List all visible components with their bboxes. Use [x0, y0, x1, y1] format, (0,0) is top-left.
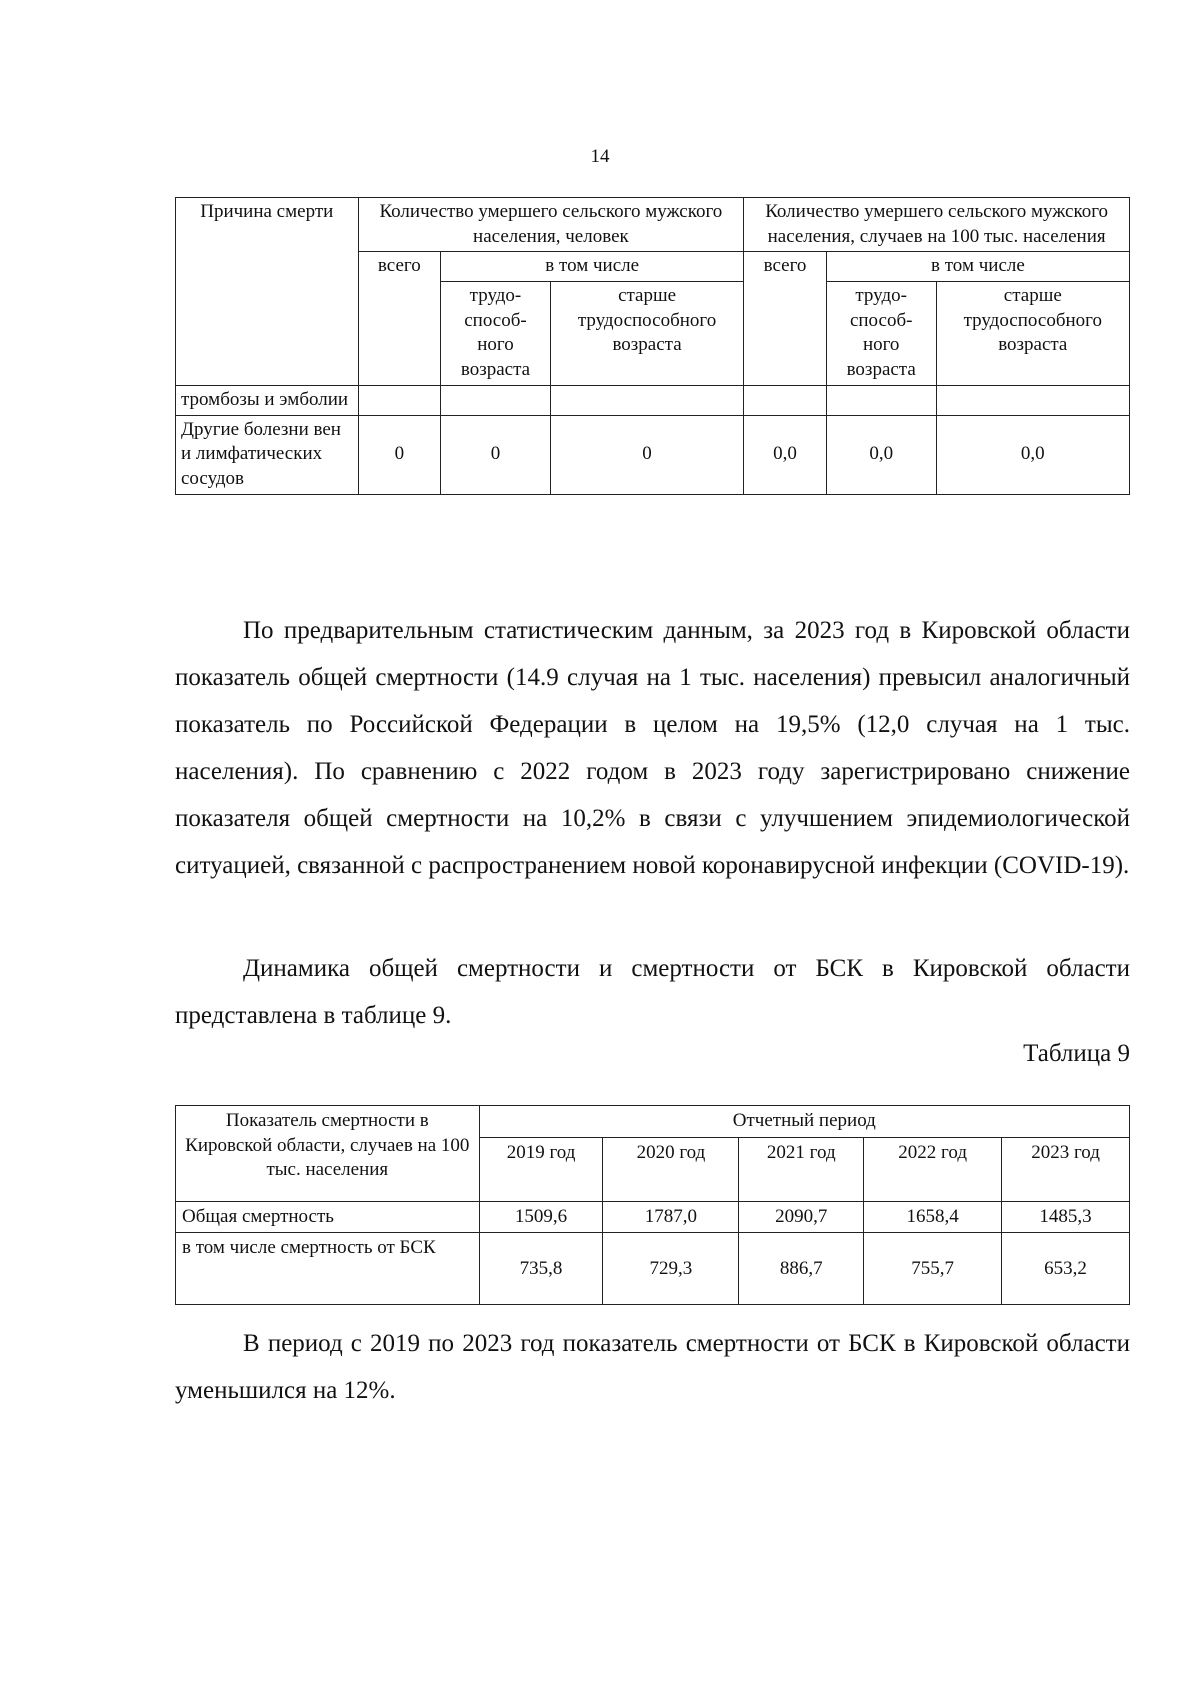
- table-cell: [826, 386, 936, 416]
- page-number: 14: [590, 146, 610, 167]
- header-rate-older: старше трудоспособного возраста: [936, 282, 1129, 386]
- header-cause: Причина смерти: [176, 198, 359, 386]
- paragraph-bsk-decrease: [175, 1320, 1130, 1414]
- table-cell: 0: [550, 415, 743, 494]
- header-rate-total: всего: [744, 252, 827, 386]
- table-row: [176, 415, 1130, 494]
- table-cell: 1485,3: [1002, 1201, 1130, 1233]
- table-row: [176, 1233, 1130, 1305]
- header-indicator: Показатель смертности в Кировской области, случаев на 100 тыс. населения: [176, 1106, 480, 1202]
- row-cause: тромбозы и эмболии: [176, 386, 359, 416]
- header-rate-including: в том числе: [826, 252, 1129, 282]
- header-year: 2019 год: [479, 1137, 603, 1201]
- table-cell: [744, 386, 827, 416]
- table-cell: 735,8: [479, 1233, 603, 1305]
- table-row: [176, 1201, 1130, 1233]
- table-cell: 2090,7: [739, 1201, 864, 1233]
- header-count-total: всего: [358, 252, 441, 386]
- header-rate-working-age: трудо-способ-ного возраста: [826, 282, 936, 386]
- table-cell: 729,3: [603, 1233, 739, 1305]
- table-cell: 755,7: [864, 1233, 1002, 1305]
- header-year: 2020 год: [603, 1137, 739, 1201]
- table-cell: 0,0: [936, 415, 1129, 494]
- header-count-group: Количество умершего сельского мужского населения, человек: [358, 198, 744, 252]
- table-cell: [936, 386, 1129, 416]
- header-rate-group: Количество умершего сельского мужского населения, случаев на 100 тыс. населения: [744, 198, 1130, 252]
- mortality-dynamics-table: [175, 1105, 1130, 1305]
- header-count-working-age: трудо-способ-ного возраста: [441, 282, 551, 386]
- header-period: Отчетный период: [479, 1106, 1129, 1138]
- table-cell: 0,0: [826, 415, 936, 494]
- mortality-cause-table: [175, 197, 1130, 495]
- table-cell: [358, 386, 441, 416]
- header-count-older: старше трудоспособного возраста: [550, 282, 743, 386]
- header-year: 2022 год: [864, 1137, 1002, 1201]
- table-cell: 653,2: [1002, 1233, 1130, 1305]
- paragraph-dynamics: [175, 945, 1130, 1039]
- row-label: Общая смертность: [176, 1201, 480, 1233]
- table-caption: Таблица 9: [1023, 1040, 1130, 1067]
- paragraph-text: По предварительным статистическим данным, за 2023 год в Кировской области показатель общей смертности (14.9 случая на 1 тыс. населения) превысил аналогичный показатель по Российской Федерации в целом на 19,5% (12,0 случая на 1 тыс. населения). По сравнению с 2022 годом в 2023 году зарегистрировано снижение показателя общей смертности на 10,2% в связи с улучшением эпидемиологической ситуацией, связанной с распространением новой коронавирусной инфекции (COVID-19).: [175, 617, 1130, 879]
- paragraph-mortality-2023: [175, 607, 1130, 889]
- table-cell: 0,0: [744, 415, 827, 494]
- table-cell: 886,7: [739, 1233, 864, 1305]
- header-year: 2023 год: [1002, 1137, 1130, 1201]
- row-cause: Другие болезни вен и лимфатических сосудов: [176, 415, 359, 494]
- header-count-including: в том числе: [441, 252, 744, 282]
- row-label: в том числе смертность от БСК: [176, 1233, 480, 1305]
- table-cell: [441, 386, 551, 416]
- table-cell: 1787,0: [603, 1201, 739, 1233]
- header-year: 2021 год: [739, 1137, 864, 1201]
- paragraph-text: Динамика общей смертности и смертности от БСК в Кировской области представлена в таблице 9.: [175, 955, 1130, 1029]
- table-cell: [550, 386, 743, 416]
- table-row: [176, 386, 1130, 416]
- table-cell: 0: [358, 415, 441, 494]
- paragraph-text: В период с 2019 по 2023 год показатель смертности от БСК в Кировской области уменьшился на 12%.: [175, 1330, 1130, 1404]
- table-cell: 1509,6: [479, 1201, 603, 1233]
- table-cell: 0: [441, 415, 551, 494]
- table-cell: 1658,4: [864, 1201, 1002, 1233]
